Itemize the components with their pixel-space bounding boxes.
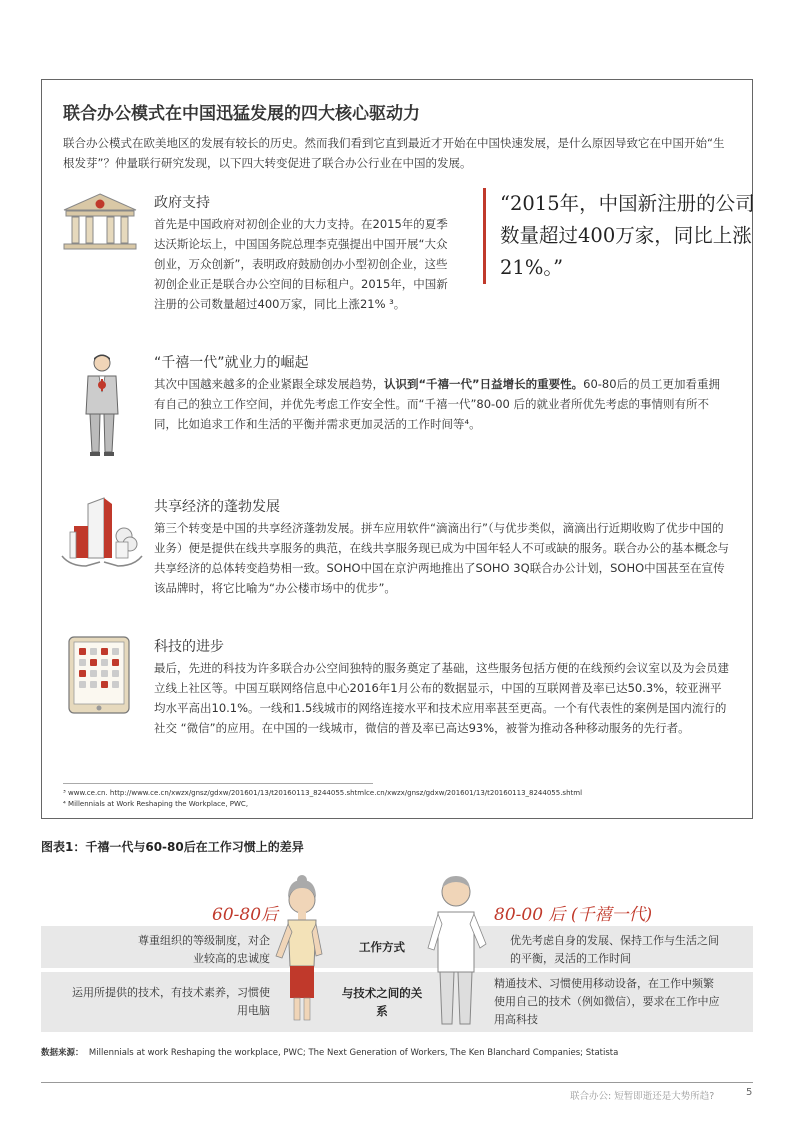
footnote-3: ³ www.ce.cn. http://www.ce.cn/xwzx/gnsz/gdxw/201601/13/t20160113_8244055.shtmlce.cn/xwzx/gnsz/gdxw/201601/13/t20160113_8244055.shtml xyxy=(63,789,583,797)
footer-divider xyxy=(41,1082,753,1083)
row2-left-text: 运用所提供的技术，有技术素养，习惯使用电脑 xyxy=(72,986,270,1017)
section-body-sharing: 第三个转变是中国的共享经济蓬勃发展。拼车应用软件“滴滴出行”（与优步类似，滴滴出行近期收购了优步中国的业务）便是提供在线共享服务的典范，在线共享服务现已成为中国年轻人不可或缺的服务。联合办公的基本概念与共享经济的总体转变趋势相一致。SOHO中国在京沪两地推出了SOHO 3Q联合办公计划，SOHO中国甚至在宣传该品牌时，将它比喻为“办公楼市场中的优步”。 xyxy=(154,521,729,595)
pull-quote: “2015年，中国新注册的公司数量超过400万家，同比上涨21%。” xyxy=(483,188,760,284)
footnote-divider xyxy=(63,783,373,784)
page-number: 5 xyxy=(746,1087,753,1098)
tablet-icon xyxy=(68,636,130,714)
row1-mid-label: 工作方式 xyxy=(359,940,405,954)
businessman-icon xyxy=(80,352,124,460)
government-building-icon xyxy=(60,192,140,254)
section-body-millennials: 其次中国越来越多的企业紧跟全球发展趋势，认识到“千禧一代”日益增长的重要性。60-80后的员工更加看重拥有自己的独立工作空间，并优先考虑工作安全性。而“千禧一代”80-00 后的就业者所优先考虑的事情则有所不同，比如追求工作和生活的平衡并需求更加灵活的工作时间等⁴。 xyxy=(154,377,721,431)
section-heading-sharing: 共享经济的蓬勃发展 xyxy=(154,499,280,515)
intro-paragraph: 联合办公模式在欧美地区的发展有较长的历史。然而我们看到它直到最近才开始在中国快速发展，是什么原因导致它在中国开始“生根发芽”？仲量联行研究发现，以下四大转变促进了联合办公行业在中国的发展。 xyxy=(63,136,725,170)
row2-right-text: 精通技术、习惯使用移动设备，在工作中频繁使用自己的技术（例如微信），要求在工作中应用高科技 xyxy=(494,977,720,1026)
gen-80-00-label: 80-00 后 (千禧一代) xyxy=(494,905,653,925)
woman-figure-icon xyxy=(272,874,332,1024)
row1-right-text: 优先考虑自身的发展、保持工作与生活之间的平衡，灵活的工作时间 xyxy=(510,934,719,965)
gen-60-80-label: 60-80后 xyxy=(212,905,279,925)
row1-left-text: 尊重组织的等级制度，对企业较高的忠诚度 xyxy=(138,934,270,965)
footnote-4: ⁴ Millennials at Work Reshaping the Workplace, PWC, xyxy=(63,800,249,808)
row2-mid-label: 与技术之间的关系 xyxy=(341,986,423,1018)
section-body-technology: 最后，先进的科技为许多联合办公空间独特的服务奠定了基础，这些服务包括方便的在线预约会议室以及为会员建立线上社区等。中国互联网络信息中心2016年1月公布的数据显示，中国的互联网普及率已达50.3%，较亚洲平均水平高出10.1%。一线和1.5线城市的网络连接水平和技术应用率甚至更高。一个有代表性的案例是国内流行的社交 “微信”的应用。在中国的一线城市，微信的普及率已高达93%，被誉为推动各种移动服务的先行者。 xyxy=(154,661,729,735)
shared-buildings-icon xyxy=(60,496,144,576)
section-heading-millennials: “千禧一代”就业力的崛起 xyxy=(154,355,309,371)
source-line: 数据来源： Millennials at work Reshaping the workplace, PWC; The Next Generation of Workers, The Ken Blanchard Companies; Statista xyxy=(41,1048,619,1058)
footer-title: 联合办公: 短暂即逝还是大势所趋? xyxy=(570,1091,715,1102)
figure-title: 图表1：千禧一代与60-80后在工作习惯上的差异 xyxy=(41,840,304,854)
section-heading-government: 政府支持 xyxy=(154,195,210,211)
man-figure-icon xyxy=(424,872,488,1030)
section-body-government: 首先是中国政府对初创企业的大力支持。在2015年的夏季达沃斯论坛上，中国国务院总理李克强提出中国开展“大众创业，万众创新”，表明政府鼓励创办小型初创企业，这些初创企业正是联合办公空间的目标租户。2015年，中国新注册的公司数量超过400万家，同比上涨21% ³。 xyxy=(154,217,448,311)
section-heading-technology: 科技的进步 xyxy=(154,639,224,655)
page-title: 联合办公模式在中国迅猛发展的四大核心驱动力 xyxy=(63,104,420,124)
